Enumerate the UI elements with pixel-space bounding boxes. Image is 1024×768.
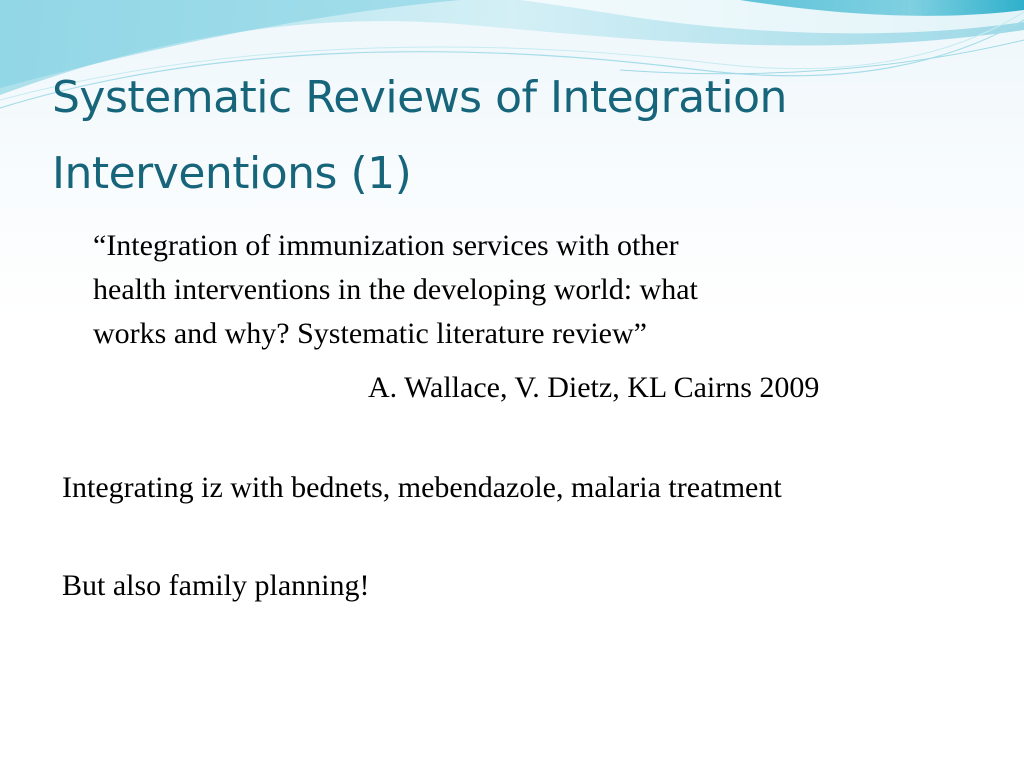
- citation: A. Wallace, V. Dietz, KL Cairns 2009: [368, 371, 820, 404]
- slide-title: [52, 60, 992, 212]
- quote-line-2: health interventions in the developing world: what: [93, 273, 698, 306]
- quote-line-1: “Integration of immunization services with other: [93, 229, 679, 262]
- body-line-family-planning: But also family planning!: [62, 569, 370, 602]
- body-line-integrating: Integrating iz with bednets, mebendazole, malaria treatment: [62, 471, 782, 504]
- slide-title-line-1: Systematic Reviews of Integration: [52, 72, 787, 123]
- quote-line-3: works and why? Systematic literature review”: [93, 317, 647, 350]
- quoted-review-title: [93, 224, 923, 356]
- slide-title-line-2: Interventions (1): [52, 148, 412, 199]
